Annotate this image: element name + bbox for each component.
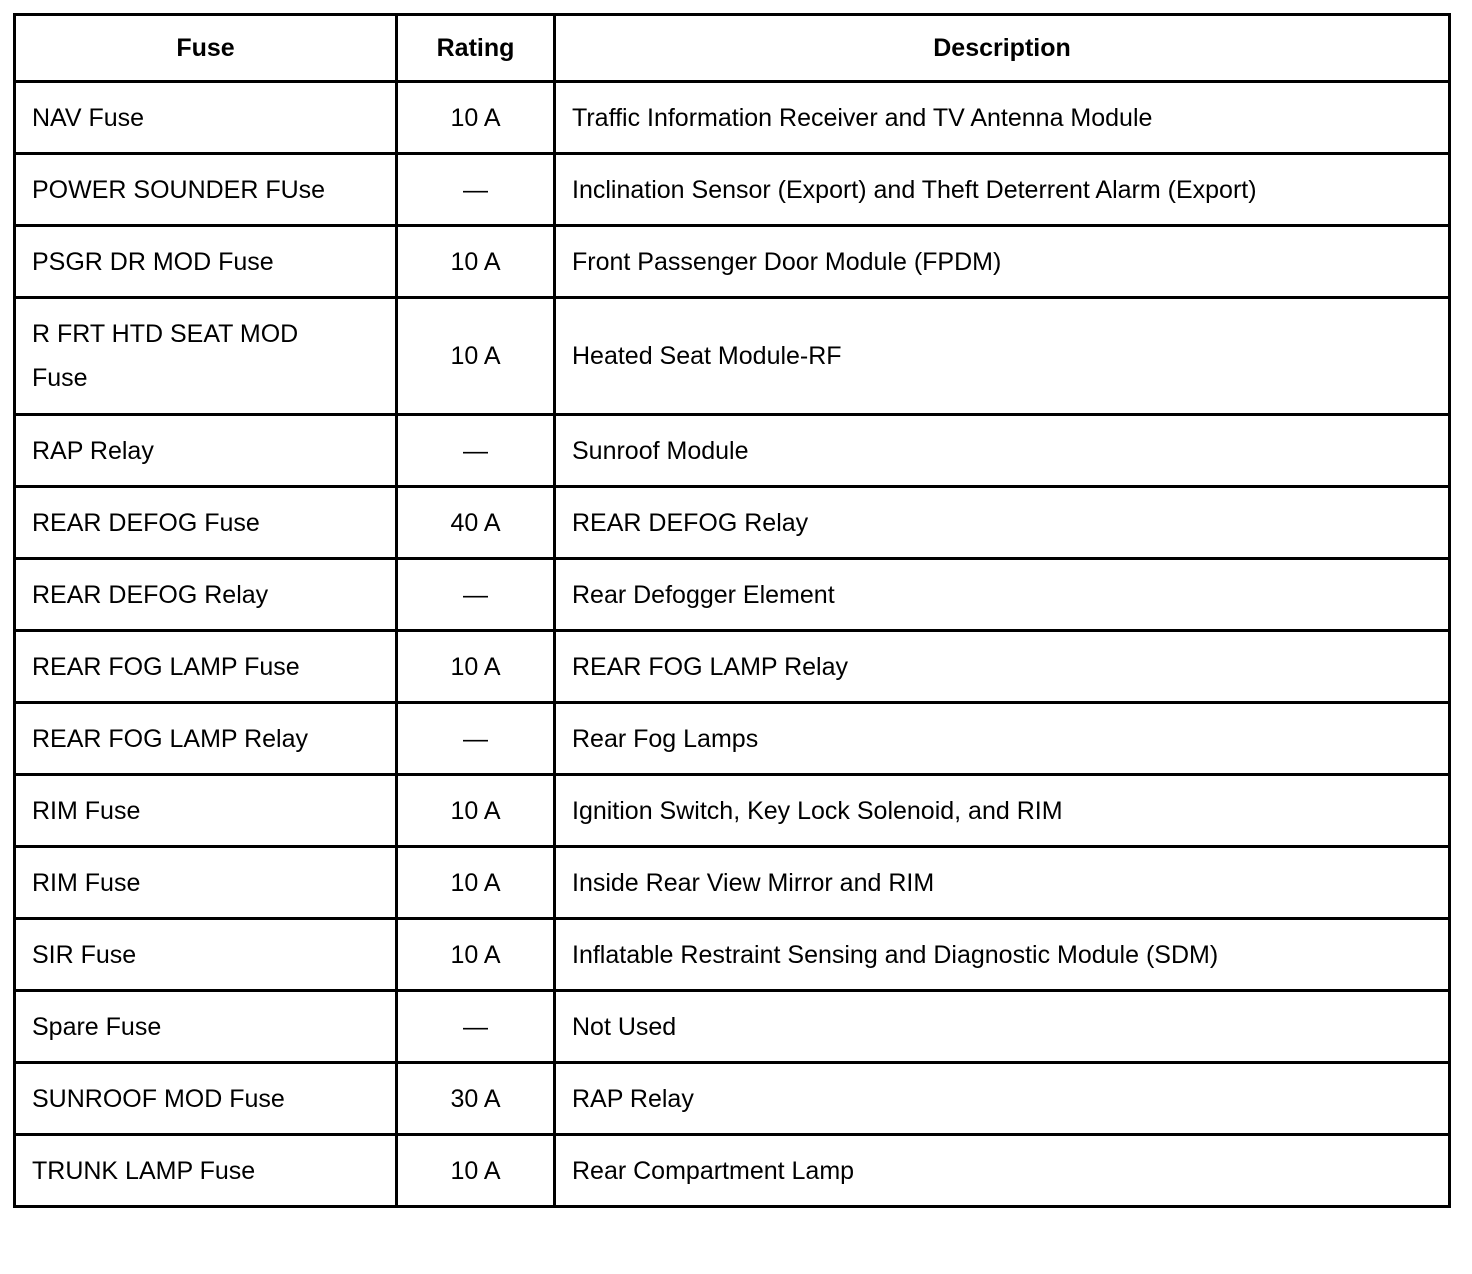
rating-cell: 10 A bbox=[397, 919, 555, 991]
description-cell: Rear Defogger Element bbox=[555, 559, 1450, 631]
fuse-cell: SIR Fuse bbox=[15, 919, 397, 991]
table-row bbox=[15, 415, 1450, 487]
table-body bbox=[15, 82, 1450, 1207]
rating-cell: — bbox=[397, 559, 555, 631]
description-cell: REAR DEFOG Relay bbox=[555, 487, 1450, 559]
table-row bbox=[15, 1135, 1450, 1207]
fuse-cell: SUNROOF MOD Fuse bbox=[15, 1063, 397, 1135]
description-cell: Sunroof Module bbox=[555, 415, 1450, 487]
fuse-cell: REAR FOG LAMP Fuse bbox=[15, 631, 397, 703]
table-row bbox=[15, 847, 1450, 919]
rating-cell: — bbox=[397, 154, 555, 226]
table-row bbox=[15, 226, 1450, 298]
header-description: Description bbox=[555, 15, 1450, 82]
fuse-cell: R FRT HTD SEAT MOD Fuse bbox=[15, 298, 397, 415]
description-cell: RAP Relay bbox=[555, 1063, 1450, 1135]
fuse-cell: RIM Fuse bbox=[15, 847, 397, 919]
header-rating: Rating bbox=[397, 15, 555, 82]
table-row bbox=[15, 631, 1450, 703]
rating-cell: 30 A bbox=[397, 1063, 555, 1135]
rating-cell: 10 A bbox=[397, 1135, 555, 1207]
fuse-cell: TRUNK LAMP Fuse bbox=[15, 1135, 397, 1207]
rating-cell: 10 A bbox=[397, 298, 555, 415]
description-cell: Rear Compartment Lamp bbox=[555, 1135, 1450, 1207]
table-row bbox=[15, 82, 1450, 154]
rating-cell: 10 A bbox=[397, 82, 555, 154]
header-fuse: Fuse bbox=[15, 15, 397, 82]
rating-cell: 10 A bbox=[397, 847, 555, 919]
rating-cell: 10 A bbox=[397, 775, 555, 847]
table-row bbox=[15, 991, 1450, 1063]
table-row bbox=[15, 298, 1450, 415]
description-cell: Ignition Switch, Key Lock Solenoid, and RIM bbox=[555, 775, 1450, 847]
fuse-cell: NAV Fuse bbox=[15, 82, 397, 154]
description-cell: Inside Rear View Mirror and RIM bbox=[555, 847, 1450, 919]
description-cell: Traffic Information Receiver and TV Antenna Module bbox=[555, 82, 1450, 154]
description-cell: Not Used bbox=[555, 991, 1450, 1063]
fuse-cell: PSGR DR MOD Fuse bbox=[15, 226, 397, 298]
fuse-cell: REAR FOG LAMP Relay bbox=[15, 703, 397, 775]
fuse-cell: REAR DEFOG Relay bbox=[15, 559, 397, 631]
rating-cell: — bbox=[397, 415, 555, 487]
description-cell: Inflatable Restraint Sensing and Diagnostic Module (SDM) bbox=[555, 919, 1450, 991]
table-row bbox=[15, 775, 1450, 847]
table-row bbox=[15, 487, 1450, 559]
table-row bbox=[15, 559, 1450, 631]
table-row bbox=[15, 154, 1450, 226]
rating-cell: 40 A bbox=[397, 487, 555, 559]
description-cell: Inclination Sensor (Export) and Theft Deterrent Alarm (Export) bbox=[555, 154, 1450, 226]
description-cell: Rear Fog Lamps bbox=[555, 703, 1450, 775]
description-cell: Front Passenger Door Module (FPDM) bbox=[555, 226, 1450, 298]
rating-cell: — bbox=[397, 703, 555, 775]
table-row bbox=[15, 703, 1450, 775]
header-row bbox=[15, 15, 1450, 82]
fuse-cell: POWER SOUNDER FUse bbox=[15, 154, 397, 226]
description-cell: REAR FOG LAMP Relay bbox=[555, 631, 1450, 703]
table-row bbox=[15, 919, 1450, 991]
rating-cell: 10 A bbox=[397, 226, 555, 298]
description-cell: Heated Seat Module-RF bbox=[555, 298, 1450, 415]
fuse-cell: Spare Fuse bbox=[15, 991, 397, 1063]
fuse-cell: REAR DEFOG Fuse bbox=[15, 487, 397, 559]
rating-cell: — bbox=[397, 991, 555, 1063]
rating-cell: 10 A bbox=[397, 631, 555, 703]
table-row bbox=[15, 1063, 1450, 1135]
fuse-cell: RIM Fuse bbox=[15, 775, 397, 847]
fuse-table bbox=[13, 13, 1451, 1208]
fuse-cell: RAP Relay bbox=[15, 415, 397, 487]
